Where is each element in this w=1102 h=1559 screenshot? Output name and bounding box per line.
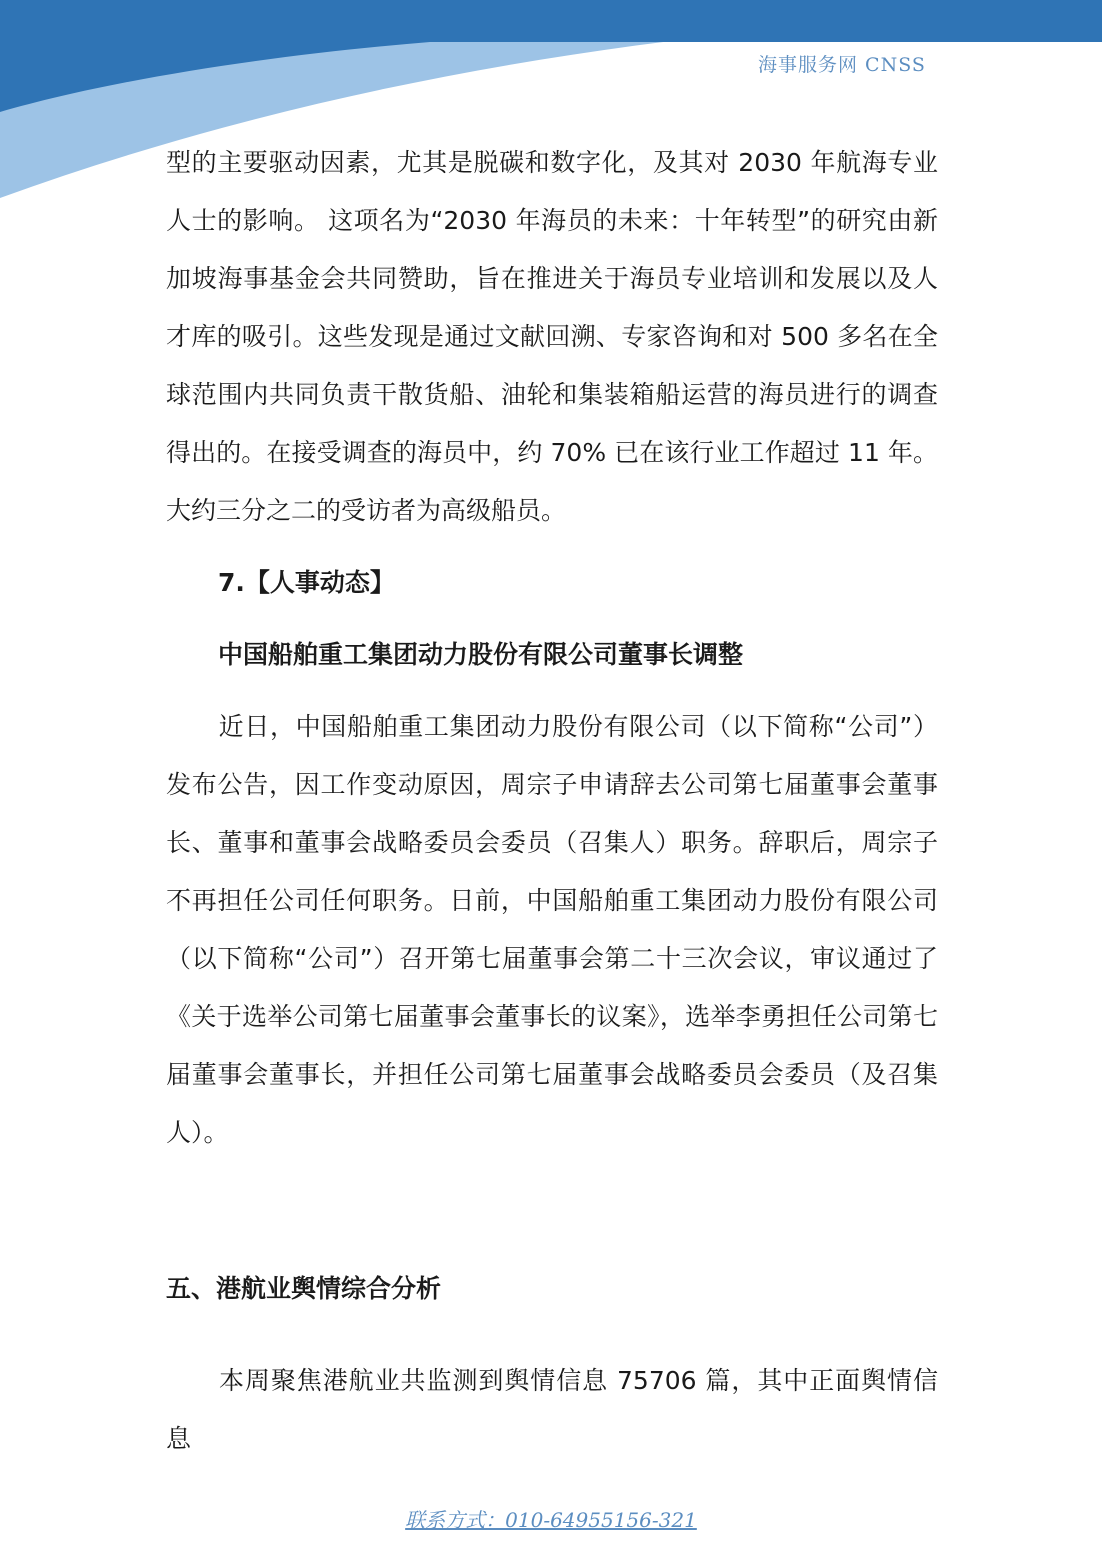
footer-contact: 联系方式：010-64955156-321 (405, 1508, 697, 1532)
section-heading-personnel: 7.【人事动态】 (218, 568, 395, 597)
news-title: 中国船舶重工集团动力股份有限公司董事长调整 (218, 640, 744, 669)
paragraph-seafarer-study: 型的主要驱动因素，尤其是脱碳和数字化，及其对 2030 年航海专业人士的影响。 这项名为“2030 年海员的未来：十年转型”的研究由新加坡海事基金会共同赞助，旨在推进关于海员专业培训和发展以及人才库的吸引。这些发现是通过文献回溯、专家咨询和对 500 多名在全球范围内共同负责干散货船、油轮和集装箱船运营的海员进行的调查得出的。在接受调查的海员中，约 70% 已在该行业工作超过 11 年。大约三分之二的受访者为高级船员。 (166, 148, 938, 525)
paragraph-chairman-change-text: 近日，中国船舶重工集团动力股份有限公司（以下简称“公司”）发布公告，因工作变动原因，周宗子申请辞去公司第七届董事会董事长、董事和董事会战略委员会委员（召集人）职务。辞职后，周宗子不再担任公司任何职务。日前，中国船舶重工集团动力股份有限公司（以下简称“公司”）召开第七届董事会第二十三次会议，审议通过了《关于选举公司第七届董事会董事长的议案》，选举李勇担任公司第七届董事会董事长，并担任公司第七届董事会战略委员会委员（及召集人）。 (166, 712, 938, 1147)
section-heading-analysis: 五、港航业舆情综合分析 (166, 1274, 442, 1303)
document-body (166, 134, 938, 1468)
paragraph-opinion-summary (166, 1352, 938, 1468)
paragraph-chairman-change (166, 698, 938, 1162)
header-brand: 海事服务网 CNSS (758, 54, 926, 76)
paragraph-opinion-summary-text: 本周聚焦港航业共监测到舆情信息 75706 篇，其中正面舆情信息 (166, 1366, 938, 1453)
